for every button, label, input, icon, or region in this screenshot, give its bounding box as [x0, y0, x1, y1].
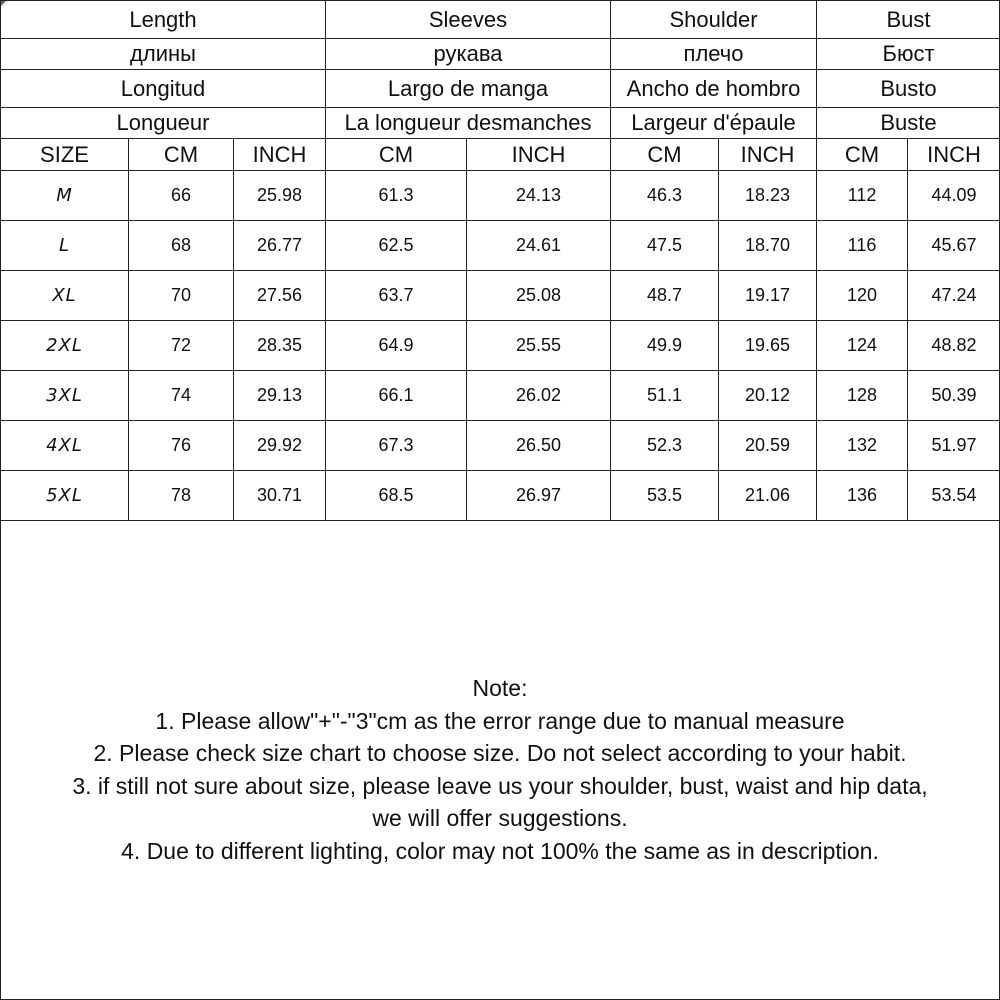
- cell-sleeves-inch: 26.50: [467, 421, 611, 471]
- cell-sleeves-inch: 26.02: [467, 371, 611, 421]
- unit-sleeves-inch: INCH: [467, 139, 611, 171]
- cell-length-inch: 27.56: [234, 271, 326, 321]
- unit-shoulder-inch: INCH: [719, 139, 817, 171]
- note-line-1: 1. Please allow"+"-"3"cm as the error range due to manual measure: [155, 707, 845, 734]
- cell-bust-inch: 45.67: [908, 221, 1000, 271]
- note-title: Note:: [472, 675, 528, 701]
- cell-sleeves-cm: 62.5: [326, 221, 467, 271]
- header-sleeves-ru: рукава: [326, 39, 611, 70]
- header-bust-fr: Buste: [817, 108, 1000, 139]
- cell-length-inch: 28.35: [234, 321, 326, 371]
- cell-sleeves-inch: 24.13: [467, 171, 611, 221]
- cell-bust-inch: 51.97: [908, 421, 1000, 471]
- cell-bust-cm: 112: [817, 171, 908, 221]
- cell-bust-inch: 44.09: [908, 171, 1000, 221]
- cell-bust-cm: 136: [817, 471, 908, 521]
- cell-length-cm: 74: [129, 371, 234, 421]
- header-row-russian: [1, 39, 1000, 70]
- header-sleeves-fr: La longueur desmanches: [326, 108, 611, 139]
- size-label: 5XL: [1, 471, 129, 521]
- size-label: L: [1, 221, 129, 271]
- size-label: 3XL: [1, 371, 129, 421]
- cell-length-cm: 76: [129, 421, 234, 471]
- cell-length-cm: 68: [129, 221, 234, 271]
- unit-sleeves-cm: CM: [326, 139, 467, 171]
- cell-length-inch: 29.13: [234, 371, 326, 421]
- header-row-spanish: [1, 70, 1000, 108]
- header-sleeves: Sleeves: [326, 1, 611, 39]
- cell-bust-cm: 120: [817, 271, 908, 321]
- header-row-french: [1, 108, 1000, 139]
- cell-sleeves-cm: 61.3: [326, 171, 467, 221]
- header-sleeves-es: Largo de manga: [326, 70, 611, 108]
- cell-length-cm: 72: [129, 321, 234, 371]
- cell-shoulder-cm: 46.3: [611, 171, 719, 221]
- header-shoulder: Shoulder: [611, 1, 817, 39]
- cell-sleeves-cm: 68.5: [326, 471, 467, 521]
- note-line-5: 4. Due to different lighting, color may not 100% the same as in description.: [121, 837, 879, 864]
- note-line-3: 3. if still not sure about size, please leave us your shoulder, bust, waist and hip data,: [72, 772, 928, 799]
- cell-length-cm: 66: [129, 171, 234, 221]
- cell-bust-inch: 47.24: [908, 271, 1000, 321]
- cell-length-cm: 78: [129, 471, 234, 521]
- cell-length-inch: 30.71: [234, 471, 326, 521]
- header-shoulder-fr: Largeur d'épaule: [611, 108, 817, 139]
- note-line-4: we will offer suggestions.: [372, 805, 628, 831]
- header-shoulder-es: Ancho de hombro: [611, 70, 817, 108]
- cell-shoulder-inch: 20.12: [719, 371, 817, 421]
- cell-bust-inch: 50.39: [908, 371, 1000, 421]
- header-bust-es: Busto: [817, 70, 1000, 108]
- cell-shoulder-inch: 18.70: [719, 221, 817, 271]
- header-shoulder-ru: плечо: [611, 39, 817, 70]
- cell-sleeves-cm: 64.9: [326, 321, 467, 371]
- table-row: [1, 421, 1000, 471]
- size-label: 2XL: [1, 321, 129, 371]
- header-bust-ru: Бюст: [817, 39, 1000, 70]
- cell-shoulder-inch: 19.65: [719, 321, 817, 371]
- header-length: Length: [1, 1, 326, 39]
- cell-shoulder-inch: 18.23: [719, 171, 817, 221]
- cell-sleeves-inch: 26.97: [467, 471, 611, 521]
- cell-shoulder-cm: 53.5: [611, 471, 719, 521]
- table-row: [1, 171, 1000, 221]
- cell-sleeves-cm: 66.1: [326, 371, 467, 421]
- header-length-fr: Longueur: [1, 108, 326, 139]
- size-label: XL: [1, 271, 129, 321]
- unit-length-cm: CM: [129, 139, 234, 171]
- cell-bust-inch: 48.82: [908, 321, 1000, 371]
- unit-length-inch: INCH: [234, 139, 326, 171]
- cell-shoulder-inch: 19.17: [719, 271, 817, 321]
- table-row: [1, 371, 1000, 421]
- size-rows: [1, 171, 1000, 521]
- header-length-es: Longitud: [1, 70, 326, 108]
- cell-bust-inch: 53.54: [908, 471, 1000, 521]
- note-line-2: 2. Please check size chart to choose size. Do not select according to your habit.: [93, 740, 907, 766]
- cell-length-inch: 26.77: [234, 221, 326, 271]
- cell-sleeves-cm: 67.3: [326, 421, 467, 471]
- cell-sleeves-inch: 25.08: [467, 271, 611, 321]
- unit-bust-inch: INCH: [908, 139, 1000, 171]
- cell-shoulder-cm: 48.7: [611, 271, 719, 321]
- cell-bust-cm: 132: [817, 421, 908, 471]
- header-bust: Bust: [817, 1, 1000, 39]
- size-label: 4XL: [1, 421, 129, 471]
- cell-shoulder-cm: 51.1: [611, 371, 719, 421]
- table-row: [1, 221, 1000, 271]
- cell-shoulder-cm: 52.3: [611, 421, 719, 471]
- unit-row: [1, 139, 1000, 171]
- unit-size-label: SIZE: [1, 139, 129, 171]
- cell-length-inch: 29.92: [234, 421, 326, 471]
- cell-length-inch: 25.98: [234, 171, 326, 221]
- cell-bust-cm: 128: [817, 371, 908, 421]
- cell-sleeves-inch: 25.55: [467, 321, 611, 371]
- note-block: [0, 672, 1000, 867]
- cell-sleeves-inch: 24.61: [467, 221, 611, 271]
- cell-bust-cm: 116: [817, 221, 908, 271]
- table-row: [1, 471, 1000, 521]
- cell-shoulder-inch: 21.06: [719, 471, 817, 521]
- cell-length-cm: 70: [129, 271, 234, 321]
- cell-shoulder-cm: 49.9: [611, 321, 719, 371]
- table-row: [1, 321, 1000, 371]
- unit-shoulder-cm: CM: [611, 139, 719, 171]
- table-row: [1, 271, 1000, 321]
- cell-bust-cm: 124: [817, 321, 908, 371]
- size-label: M: [1, 171, 129, 221]
- cell-shoulder-inch: 20.59: [719, 421, 817, 471]
- unit-bust-cm: CM: [817, 139, 908, 171]
- cell-shoulder-cm: 47.5: [611, 221, 719, 271]
- header-length-ru: длины: [1, 39, 326, 70]
- header-row-english: [1, 1, 1000, 39]
- cell-sleeves-cm: 63.7: [326, 271, 467, 321]
